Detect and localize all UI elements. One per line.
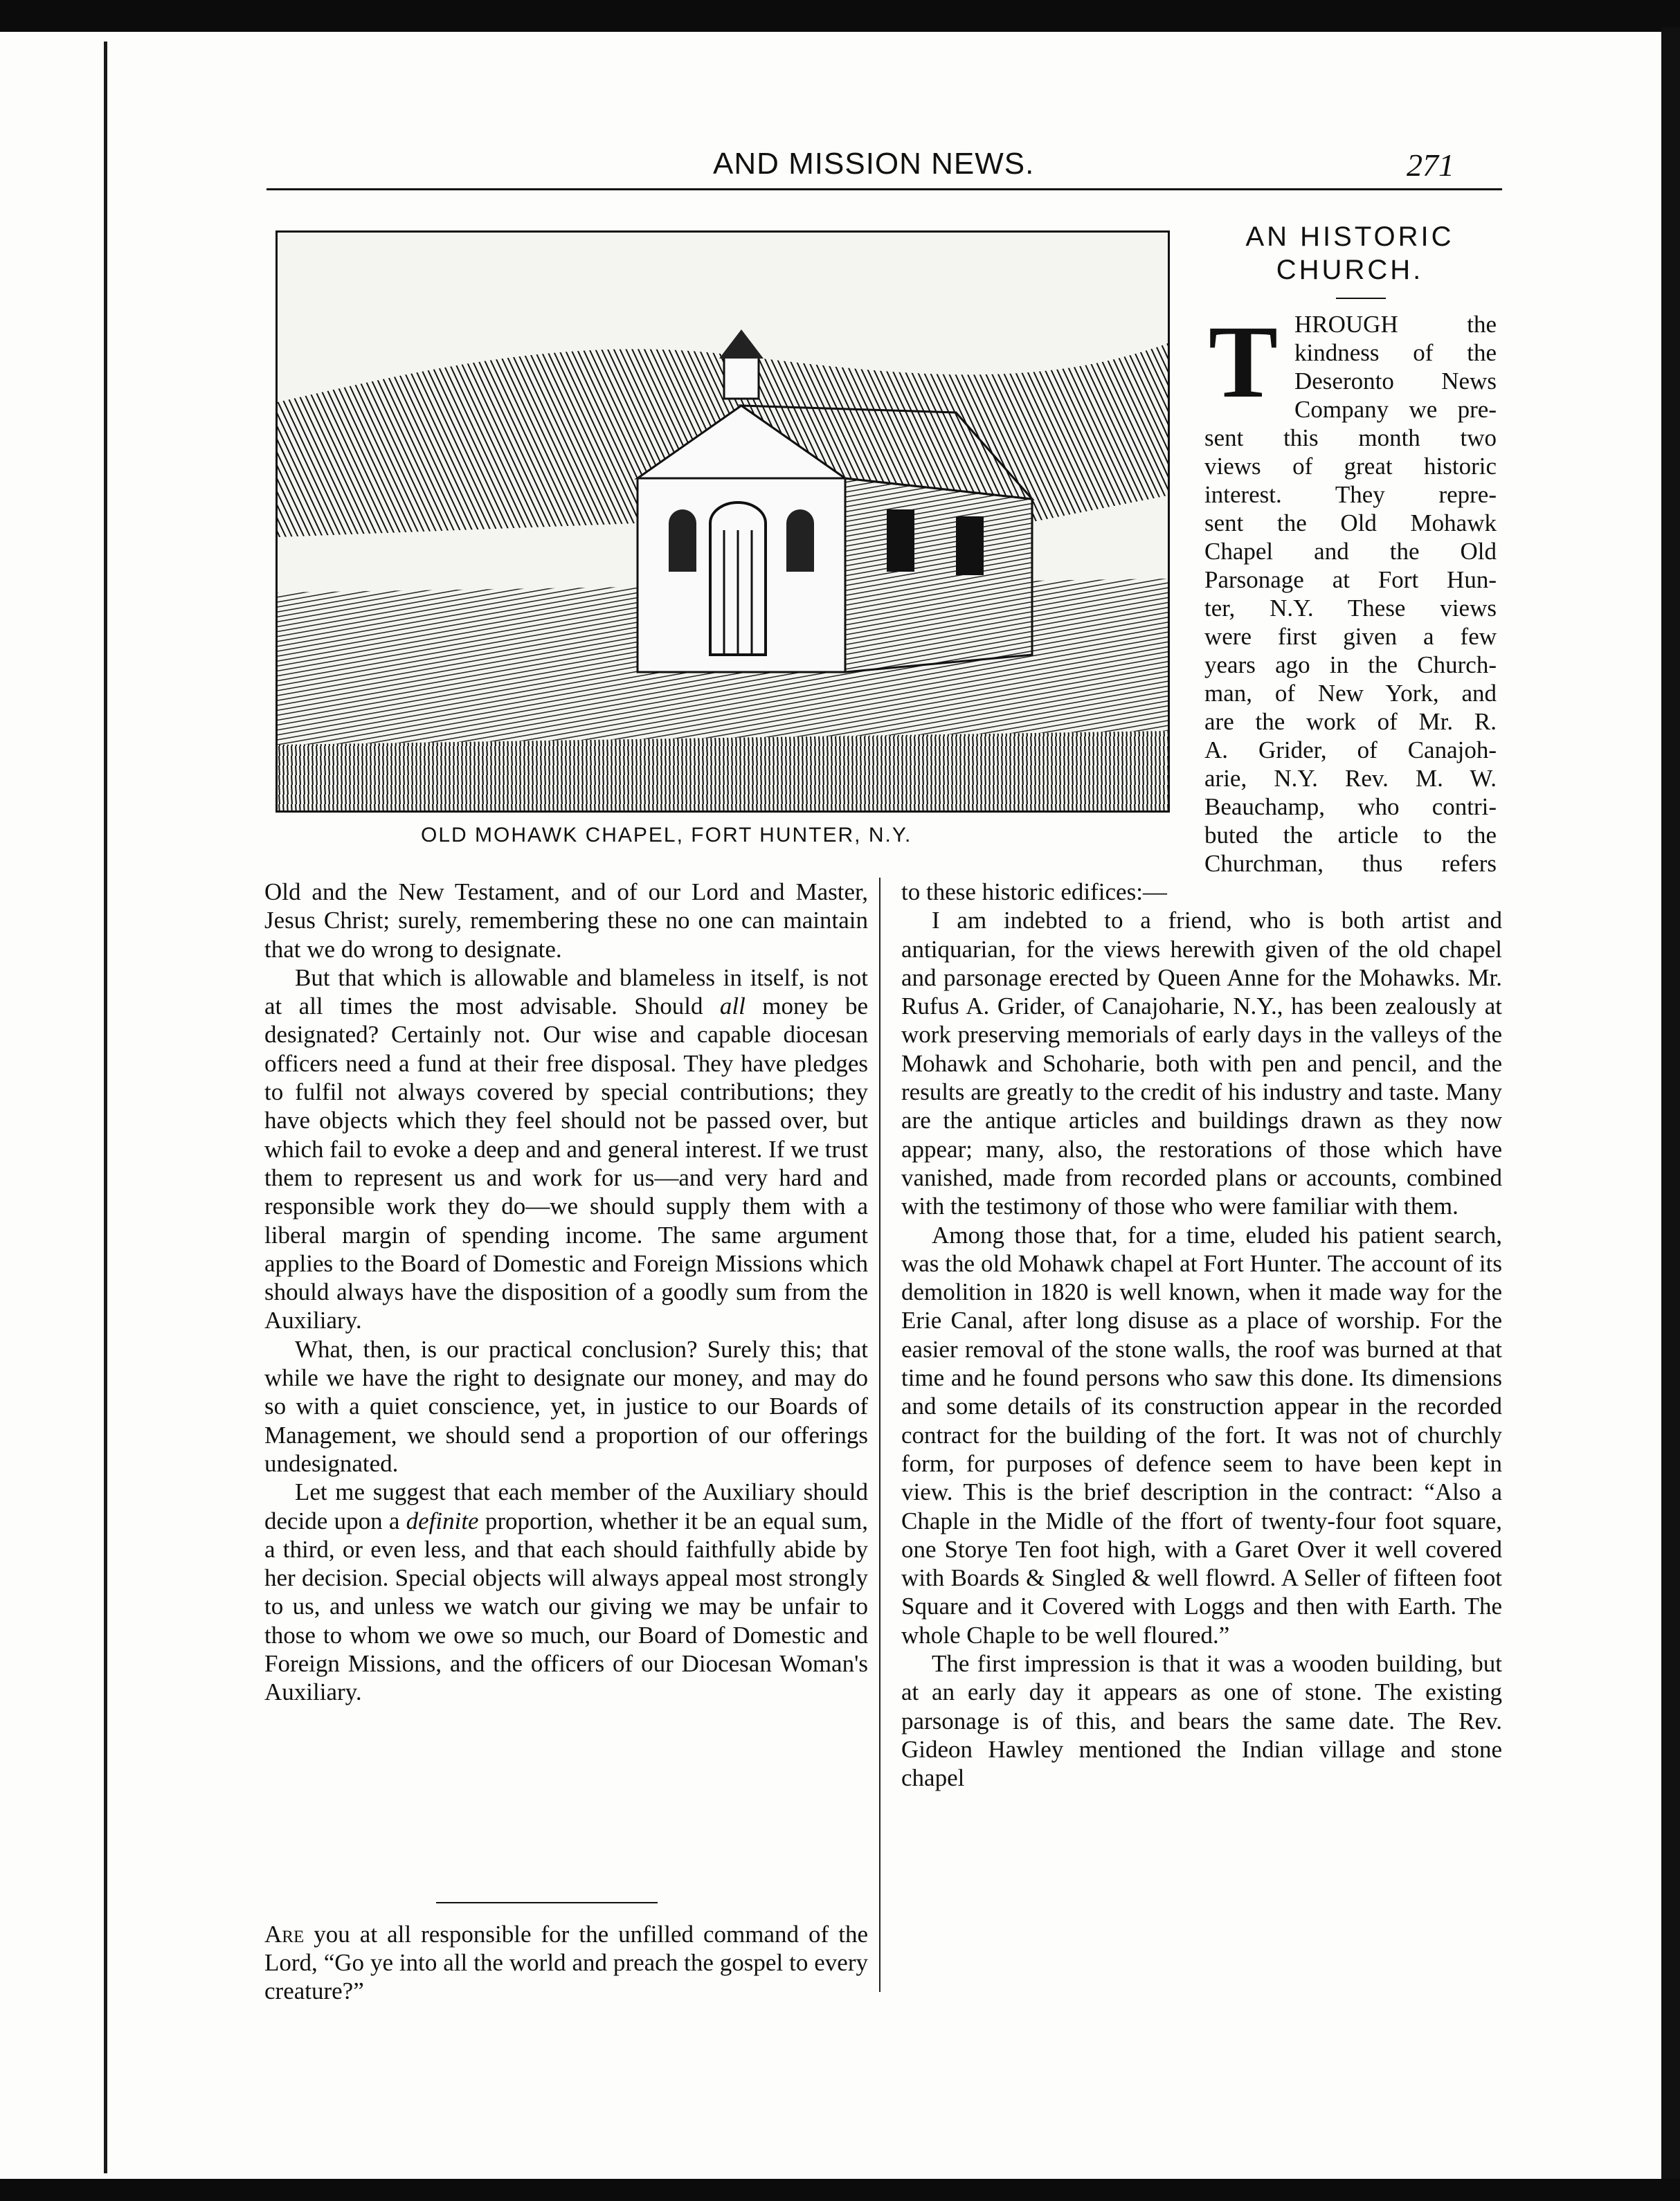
article-title-line-2: CHURCH. (1276, 255, 1424, 285)
figure-caption: OLD MOHAWK CHAPEL, FORT HUNTER, N.Y. (421, 824, 912, 846)
side-line: years ago in the Church- (1204, 651, 1497, 678)
scan-border-bottom (0, 2179, 1680, 2201)
side-line: buted the article to the (1204, 822, 1497, 849)
note-text: you at all responsible for the unfilled command of the Lord, “Go ye into all the world and preach the gospel to every creature?” (264, 1921, 868, 2004)
side-line: were first given a few (1204, 623, 1497, 650)
side-line: kindness of the (1294, 339, 1497, 366)
left-paragraph: What, then, is our practical conclusion? Surely this; that while we have the right to designate our money, and may do so with a quiet conscience, yet, in justice to our Boards of Management, we should send a proportion of our offerings undesignated. (264, 1335, 868, 1477)
scan-border-top (0, 0, 1680, 32)
side-line: sent this month two (1204, 424, 1497, 451)
right-paragraph: Among those that, for a time, eluded his patient search, was the old Mohawk chapel at Fort Hunter. The account of its demolition in 1820 is well known, when it made way for the Erie Canal, after long disuse as a place of worship. For the easier removal of the stone walls, the roof was burned at that time and he found persons who saw this done. Its dimensions and some details of its construction appear in the recorded contract for the building of the fort. It was not of churchly form, for purposes of defence seem to have been kept in view. This is the brief description in the contract: “Also a Chaple in the Midle of the ffort of twenty-four foot square, one Storye Ten foot high, with a Garet Over it well covered with Boards & Singled & well flowrd. A Seller of fifteen foot Square and it Covered with Loggs and then with Earth. The whole Chaple to be well floured.” (901, 1221, 1502, 1649)
right-paragraph: The first impression is that it was a wooden building, but at an early day it appears as one of stone. The existing parsonage is of this, and bears the same date. The Rev. Gideon Hawley mentioned the Indian village and stone chapel (901, 1650, 1502, 1792)
closing-note (264, 1920, 868, 2005)
left-paragraph: But that which is allowable and blameless in itself, is not at all times the most advisable. Should all money be designated? Certainly not. Our wise and capable diocesan officers need a fund at their free disposal. They have pledges to fulfil not always covered by special contributions; they have objects which they feel should not be passed over, but which fail to evoke a deep and and general interest. If we trust them to represent us and work for us—and very hard and responsible work they do—we should supply them with a liberal margin of spending income. The same argument applies to the Board of Domestic and Foreign Missions which should always have the disposition of a goodly sum from the Auxiliary. (264, 963, 868, 1334)
scan-border-left (104, 42, 107, 2173)
right-paragraph: I am indebted to a friend, who is both artist and antiquarian, for the views herewith given of the old chapel and parsonage erected by Queen Anne for the Mohawks. Mr. Rufus A. Grider, of Canajoharie, N.Y., has been zealously at work preserving memorials of early days in the valleys of the Mohawk and Schoharie, both with pen and pencil, and the results are greatly to the credit of his industry and taste. Many are the antique articles and buildings drawn as they now appear; many, also, the restorations of those which have vanished, made from recorded plans or accounts, combined with the testimony of those who were familiar with them. (901, 907, 1502, 1220)
side-line: man, of New York, and (1204, 680, 1497, 707)
side-line: A. Grider, of Canajoh- (1204, 736, 1497, 763)
emphasis: all (719, 993, 746, 1020)
side-line: are the work of Mr. R. (1204, 708, 1497, 735)
side-line: interest. They repre- (1204, 481, 1497, 508)
page-number: 271 (1407, 147, 1454, 183)
chapel-illustration (276, 230, 1170, 813)
side-line: Company we pre- (1294, 396, 1497, 423)
chapel-engraving (278, 233, 1168, 810)
drop-cap: T (1208, 305, 1279, 419)
title-rule (1336, 298, 1386, 299)
right-column (901, 878, 1502, 1793)
side-line: Parsonage at Fort Hun- (1204, 566, 1497, 593)
left-paragraph: Let me suggest that each member of the Auxiliary should decide upon a definite proportion, whether it be an equal sum, a third, or even less, and that each should faithfully abide by her decision. Special objects will always appeal most strongly to us, and unless we watch our giving we may be unfair to those to whom we owe so much, our Board of Domestic and Foreign Missions, and the officers of our Diocesan Woman's Auxiliary. (264, 1478, 868, 1706)
right-paragraph: to these historic edifices:— (901, 878, 1167, 905)
scan-border-right (1661, 28, 1680, 2180)
side-line: arie, N.Y. Rev. M. W. (1204, 765, 1497, 792)
article-title-line-1: AN HISTORIC (1245, 221, 1454, 252)
side-line: Beauchamp, who contri- (1204, 793, 1497, 820)
left-paragraph: Old and the New Testament, and of our Lord and Master, Jesus Christ; surely, remembering these no one can maintain that we do wrong to designate. (264, 878, 868, 963)
side-line: Chapel and the Old (1204, 538, 1497, 565)
article-side-column (1204, 305, 1497, 878)
section-rule (436, 1902, 658, 1903)
side-line: Churchman, thus refers (1204, 850, 1497, 877)
note-lead: Are (264, 1921, 305, 1948)
side-line: Deseronto News (1294, 368, 1497, 395)
article-title (1204, 220, 1495, 287)
running-head: AND MISSION NEWS. (713, 147, 1035, 181)
emphasis: definite (406, 1507, 479, 1534)
side-line: ter, N.Y. These views (1204, 595, 1497, 622)
left-column (264, 878, 868, 1707)
side-line: HROUGH the (1294, 311, 1497, 338)
header-rule (267, 188, 1502, 190)
side-line: sent the Old Mohawk (1204, 509, 1497, 536)
column-rule (879, 878, 880, 1992)
side-line: views of great historic (1204, 453, 1497, 480)
